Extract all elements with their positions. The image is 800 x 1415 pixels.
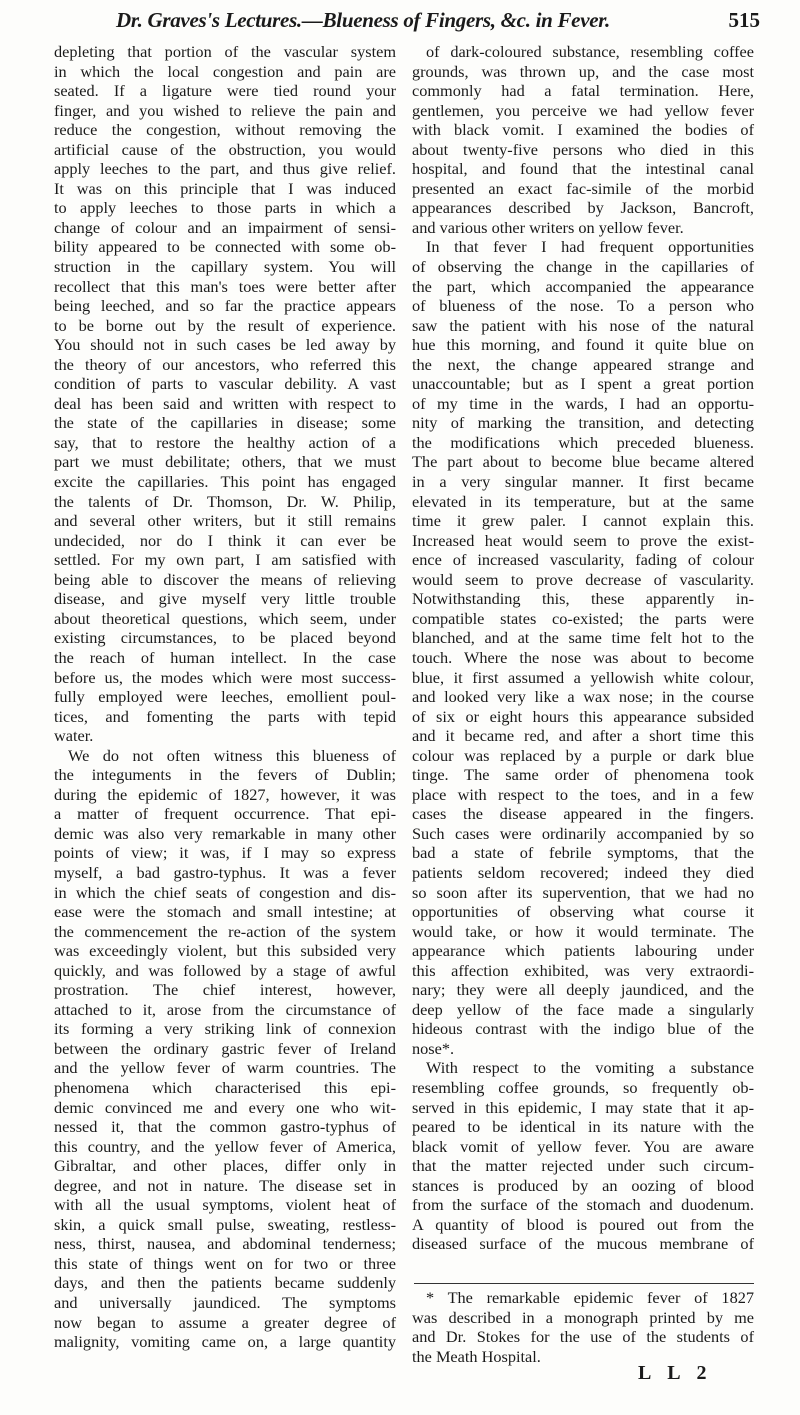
text-line: this state of things went on for two or three [54,1253,396,1273]
text-line: Gibraltar, and other places, differ only in [54,1156,396,1176]
text-line: would seem to prove decrease of vascularity. [412,569,754,589]
text-line: before us, the modes which were most success- [54,667,396,687]
text-line: disease, and give myself very little trouble [54,589,396,609]
text-line: tinge. The same order of phenomena took [412,765,754,785]
text-line: was exceedingly violent, but this subsided very [54,941,396,961]
paragraph [412,42,754,237]
text-line: bad a state of febrile symptoms, that the [412,843,754,863]
text-line: about twenty-five persons who died in this [412,139,754,159]
text-line: condition of parts to vascular debility. A vast [54,374,396,394]
text-line: finger, and you wished to relieve the pain and [54,100,396,120]
text-line: nary; they were all deeply jaundiced, and the [412,980,754,1000]
text-line: place with respect to the toes, and in a few [412,784,754,804]
text-line: presented an exact fac-simile of the morbid [412,178,754,198]
text-line: colour was replaced by a purple or dark blue [412,745,754,765]
paragraph [54,42,396,746]
text-line: bility appeared to be connected with some ob- [54,237,396,257]
text-line: the part, which accompanied the appearance [412,276,754,296]
text-line: fully employed were leeches, emollient poul- [54,687,396,707]
text-line: existing circumstances, to be placed beyond [54,628,396,648]
text-line: now began to assume a greater degree of [54,1312,396,1332]
text-line: nessed it, that the common gastro-typhus of [54,1117,396,1137]
footnote [412,1288,754,1366]
text-line: ease were the stomach and small intestine; at [54,902,396,922]
text-line: attached to it, arose from the circumstance of [54,999,396,1019]
text-line: commonly had a fatal termination. Here, [412,81,754,101]
running-title: Dr. Graves's Lectures.—Blueness of Fingers, &c. in Fever. [116,8,610,32]
text-line: of observing the change in the capillaries of [412,257,754,277]
text-line: prostration. The chief interest, however, [54,980,396,1000]
text-line: compatible states co-existed; the parts were [412,608,754,628]
text-line: its forming a very striking link of connexion [54,1019,396,1039]
text-line: the commencement the re-action of the system [54,921,396,941]
text-line: hospital, and found that the intestinal canal [412,159,754,179]
text-line: and it became red, and after a short time this [412,726,754,746]
text-line: A quantity of blood is poured out from the [412,1214,754,1234]
text-line: days, and then the patients became suddenly [54,1273,396,1293]
text-line: quickly, and was followed by a stage of awful [54,960,396,980]
text-line: time it grew paler. I cannot explain this. [412,511,754,531]
text-line: demic convinced me and every one who wit- [54,1097,396,1117]
text-line: reduce the congestion, without removing the [54,120,396,140]
text-line: appearances described by Jackson, Bancroft, [412,198,754,218]
text-line: deep yellow of the face made a singularly [412,999,754,1019]
text-line: elevated in its temperature, but at the same [412,491,754,511]
text-line: touch. Where the nose was about to become [412,647,754,667]
text-line: part we must debilitate; others, that we must [54,452,396,472]
text-line: the next, the change appeared strange and [412,354,754,374]
text-line: Increased heat would seem to prove the exist- [412,530,754,550]
text-line: You should not in such cases be led away by [54,335,396,355]
paragraph [412,1058,754,1253]
text-line: the state of the capillaries in disease; some [54,413,396,433]
text-line: peared to be identical in its nature with the [412,1117,754,1137]
footnote-rule [414,1283,754,1284]
text-line: served in this epidemic, I may state that it ap- [412,1097,754,1117]
text-line: in a very singular manner. It first became [412,472,754,492]
text-line: Notwithstanding this, these apparently in- [412,589,754,609]
text-line: struction in the capillary system. You will [54,257,396,277]
text-line: recollect that this man's toes were better after [54,276,396,296]
text-line: the integuments in the fevers of Dublin; [54,765,396,785]
text-line: so soon after its supervention, that we had no [412,882,754,902]
text-line: settled. For my own part, I am satisfied with [54,550,396,570]
text-line: and universally jaundiced. The symptoms [54,1293,396,1312]
text-line: water. [54,726,94,746]
running-header [108,8,758,38]
text-line: cases the disease appeared in the fingers. [412,804,754,824]
text-line: being able to discover the means of relieving [54,569,396,589]
text-line: diseased surface of the mucous membrane of [412,1234,754,1254]
text-line: myself, a bad gastro-typhus. It was a fever [54,862,396,882]
text-line: nose*. [412,1038,455,1058]
text-line: phenomena which characterised this epi- [54,1077,396,1097]
text-line: The part about to become blue became altered [412,452,754,472]
footnote-line: was described in a monograph printed by me [412,1307,754,1327]
text-line: and various other writers on yellow fever. [412,217,684,237]
right-column [412,42,754,1254]
text-line: appearance which patients labouring under [412,941,754,961]
text-line: the modifications which preceded blueness. [412,432,754,452]
text-line: seated. If a ligature were tied round your [54,81,396,101]
text-line: in which the chief seats of congestion and dis- [54,882,396,902]
signature-mark: L L 2 [638,1362,713,1384]
text-line: say, that to restore the healthy action of a [54,432,396,452]
text-line: blue, it first assumed a yellowish white colour, [412,667,754,687]
text-line: between the ordinary gastric fever of Ireland [54,1038,396,1058]
text-line: this affection exhibited, was very extraordi- [412,960,754,980]
text-line: artificial cause of the obstruction, you would [54,139,396,159]
text-line: the reach of human intellect. In the case [54,647,396,667]
text-line: deal has been said and written with respect to [54,393,396,413]
text-line: about theoretical questions, which seem, under [54,608,396,628]
text-line: resembling coffee grounds, so frequently ob- [412,1077,754,1097]
text-line: would take, or how it would terminate. The [412,921,754,941]
text-line: this country, and the yellow fever of America, [54,1136,396,1156]
text-line: hideous contrast with the indigo blue of the [412,1019,754,1039]
text-line: being leeched, and so far the practice appears [54,296,396,316]
text-line: and several other writers, but it still remains [54,511,396,531]
text-line: apply leeches to the part, and thus give relief. [54,159,396,179]
text-line: the talents of Dr. Thomson, Dr. W. Philip, [54,491,396,511]
page-number: 515 [728,8,760,32]
text-line: grounds, was thrown up, and the case most [412,61,754,81]
footnote-line: * The remarkable epidemic fever of 1827 [426,1288,754,1307]
text-line: to be borne out by the result of experience. [54,315,396,335]
text-line: demic was also very remarkable in many other [54,823,396,843]
text-line: that the matter rejected under such circum- [412,1156,754,1176]
footnote-line: the Meath Hospital. [412,1346,541,1366]
text-line: With respect to the vomiting a substance [426,1058,754,1078]
footnote-line: and Dr. Stokes for the use of the students of [412,1327,754,1347]
text-line: unaccountable; but as I spent a great portion [412,374,754,394]
text-line: nity of marking the transition, and detecting [412,413,754,433]
text-line: blanched, and at the same time felt hot to the [412,628,754,648]
text-line: a matter of frequent occurrence. That epi- [54,804,396,824]
text-line: from the surface of the stomach and duodenum. [412,1195,754,1215]
text-line: skin, a quick small pulse, sweating, restless- [54,1214,396,1234]
text-line: in which the local congestion and pain are [54,61,396,81]
text-line: In that fever I had frequent opportunities [426,237,754,257]
text-line: hue this morning, and found it quite blue on [412,335,754,355]
text-line: saw the patient with his nose of the natural [412,315,754,335]
text-line: ence of increased vascularity, fading of colour [412,550,754,570]
text-line: We do not often witness this blueness of [68,745,396,765]
text-line: tices, and fomenting the parts with tepid [54,706,396,726]
text-line: depleting that portion of the vascular system [54,42,396,61]
text-line: and the yellow fever of warm countries. The [54,1058,396,1078]
text-line: change of colour and an impairment of sensi- [54,217,396,237]
text-line: ness, thirst, nausea, and abdominal tenderness; [54,1234,396,1254]
text-line: excite the capillaries. This point has engaged [54,472,396,492]
text-line: of six or eight hours this appearance subsided [412,706,754,726]
text-line: black vomit of yellow fever. You are aware [412,1136,754,1156]
text-line: of dark-coloured substance, resembling coffee [426,42,754,61]
text-line: the theory of our ancestors, who referred this [54,354,396,374]
text-line: gentlemen, you perceive we had yellow fever [412,100,754,120]
text-line: with black vomit. I examined the bodies of [412,120,754,140]
text-line: Such cases were ordinarily accompanied by so [412,823,754,843]
text-line: to apply leeches to those parts in which a [54,198,396,218]
text-line: patients seldom recovered; indeed they died [412,862,754,882]
text-line: with all the usual symptoms, violent heat of [54,1195,396,1215]
paragraph [54,746,396,1352]
text-line: It was on this principle that I was induced [54,178,396,198]
text-line: opportunities of observing what course it [412,902,754,922]
text-line: of my time in the wards, I had an opportu- [412,393,754,413]
text-line: and looked very like a wax nose; in the course [412,687,754,707]
left-column [54,42,396,1352]
text-line: points of view; it was, if I may so express [54,843,396,863]
text-line: stances is produced by an oozing of blood [412,1175,754,1195]
text-line: degree, and not in nature. The disease set in [54,1175,396,1195]
text-line: undecided, nor do I think it can ever be [54,530,396,550]
text-line: of blueness of the nose. To a person who [412,296,754,316]
paragraph [412,237,754,1058]
text-line: during the epidemic of 1827, however, it was [54,784,396,804]
text-line: malignity, vomiting came on, a large quantity [54,1332,396,1352]
